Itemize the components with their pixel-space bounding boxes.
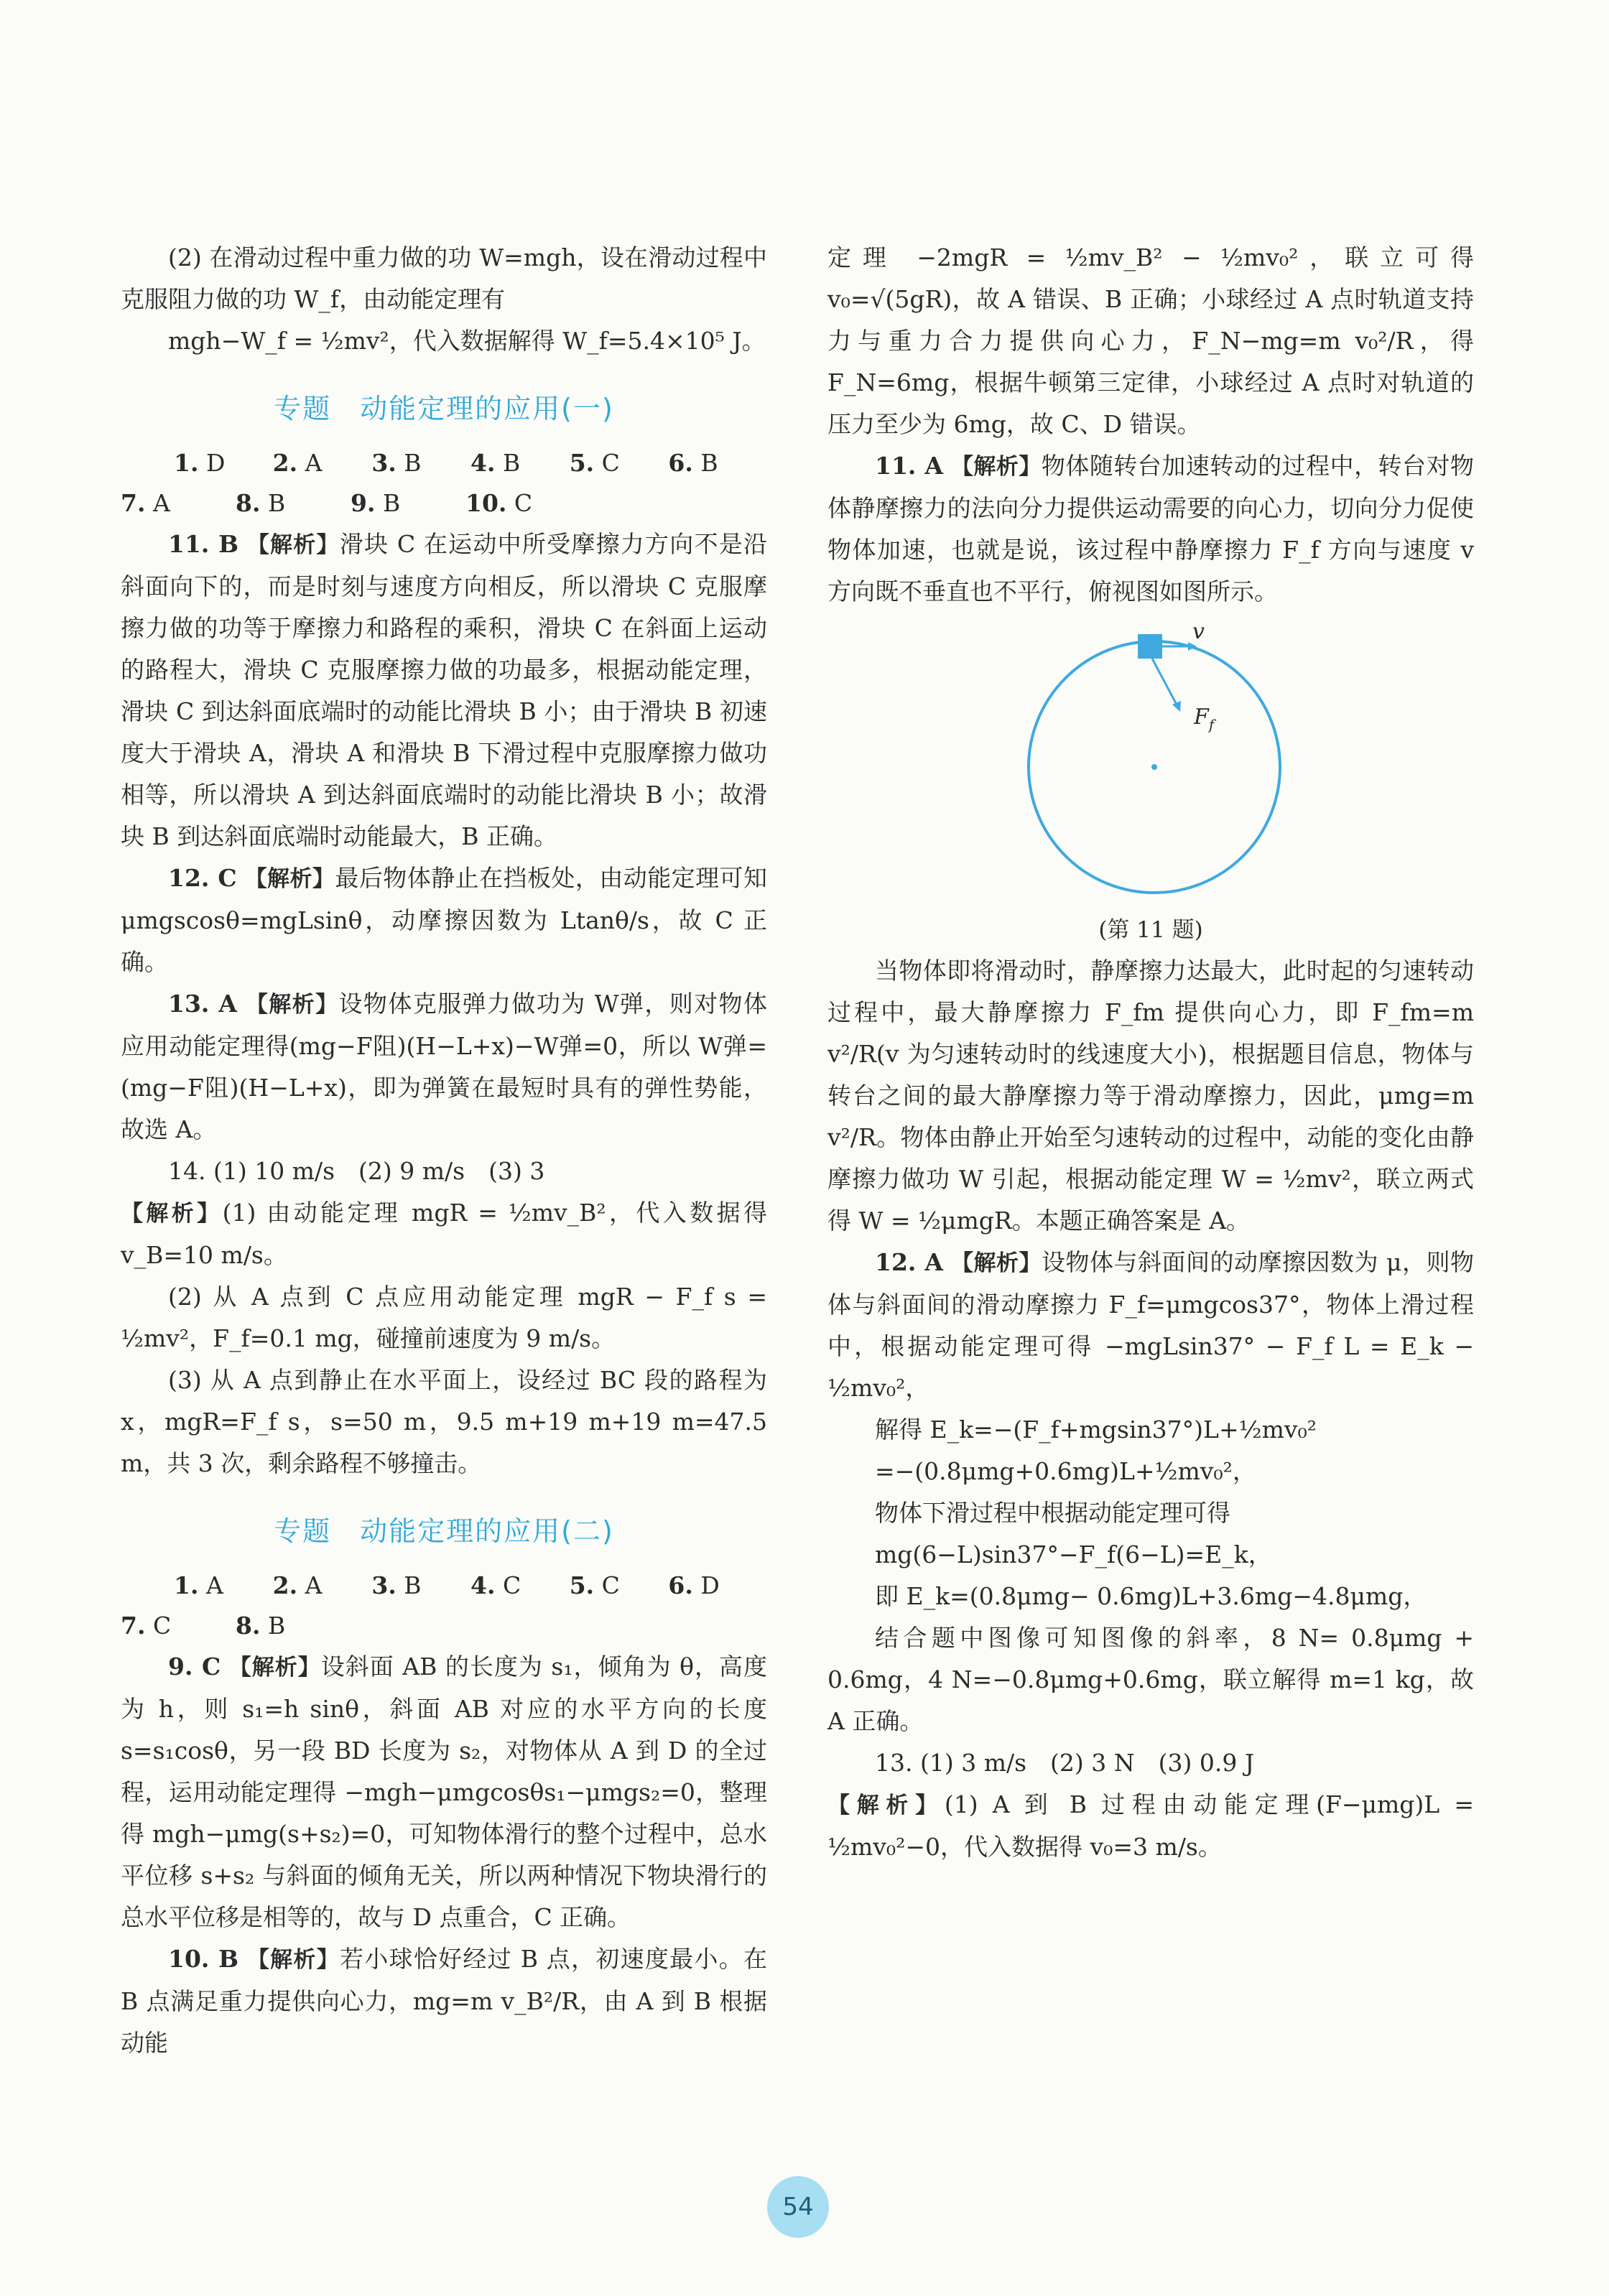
- analysis-tag: 【解析】: [951, 1250, 1042, 1276]
- equation-line: =−(0.8μmg+0.6mg)L+½mv₀²，: [875, 1457, 1256, 1485]
- answer-item: [174, 443, 273, 483]
- answer-number: 10.: [465, 489, 507, 517]
- answer-number: 1.: [174, 449, 199, 477]
- answer-item: [121, 483, 236, 524]
- solution-text: (1) A 到 B 过程由动能定理(F−μmg)L = ½mv₀²−0，代入数据得 v₀=3 m/s。: [827, 1790, 1475, 1861]
- analysis-tag: 【解析】: [121, 1201, 223, 1227]
- solution-12: [827, 1242, 1474, 1409]
- solution-text: 最后物体静止在挡板处，由动能定理可知 μmgscosθ=mgLsinθ，动摩擦因数为 Ltanθ/s，故 C 正确。: [121, 864, 768, 976]
- section-heading: 专题 动能定理的应用(一): [274, 393, 614, 424]
- solution-text: 设物体与斜面间的动摩擦因数为 μ，则物体与斜面间的滑动摩擦力 F_f=μmgcos37°，物体上滑过程中，根据动能定理可得 −mgLsin37° − F_f L = E_k − ½mv₀²，: [827, 1248, 1475, 1402]
- answer-row: [121, 483, 767, 524]
- answer-number: 2.: [272, 1571, 298, 1599]
- solution-text: (1) 由动能定理 mgR = ½mv_B²，代入数据得 v_B=10 m/s。: [121, 1199, 767, 1269]
- answer-number: 9.: [351, 489, 376, 517]
- answer-letter: D: [700, 1571, 720, 1599]
- answer-letter: B: [267, 489, 286, 517]
- analysis-tag: 【解析】: [228, 1655, 321, 1681]
- solution-12: [121, 857, 767, 983]
- answer-13: 13. (1) 3 m/s (2) 3 N (3) 0.9 J: [875, 1749, 1255, 1777]
- friction-label-sub: f: [1208, 716, 1215, 733]
- answer-letter: B: [382, 489, 401, 517]
- answer-key: [121, 1566, 767, 1646]
- answer-letter: A: [305, 1571, 323, 1599]
- answer-letter: C: [502, 1571, 521, 1599]
- answer-number: 3.: [371, 1571, 397, 1599]
- question-number: 9. C: [168, 1653, 221, 1681]
- question-number: 10. B: [168, 1945, 239, 1973]
- question-number: 11. A: [875, 452, 943, 480]
- paragraph: 定理 −2mgR = ½mv_B² − ½mv₀²，联立可得 v₀=√(5gR)，故 A 错误、B 正确；小球经过 A 点时轨道支持力与重力合力提供向心力，F_N−mg=m v₀²/R，得 F_N=6mg，根据牛顿第三定律，小球经过 A 点时对轨道的压力至少为 6mg，故 C、D 错误。: [827, 243, 1474, 438]
- solution-9: [121, 1646, 767, 1938]
- answer-number: 8.: [236, 1612, 261, 1640]
- answer-item: [570, 443, 669, 483]
- solution-10: [121, 1938, 767, 2064]
- velocity-label: v: [1192, 620, 1205, 644]
- solution-13: [827, 1784, 1474, 1868]
- answer-item: [273, 1566, 372, 1606]
- answer-14: 14. (1) 10 m/s (2) 9 m/s (3) 3: [168, 1157, 545, 1185]
- turntable-figure: [827, 620, 1474, 950]
- answer-letter: C: [152, 1612, 172, 1640]
- turntable-diagram: [827, 620, 1474, 907]
- answer-number: 2.: [272, 449, 298, 477]
- answer-item: [668, 443, 767, 483]
- analysis-tag: 【解析】: [244, 866, 335, 892]
- solution-text: 滑块 C 在运动中所受摩擦力方向不是沿斜面向下的，而是时刻与速度方向相反，所以滑块 C 克服摩擦力做的功等于摩擦力和路程的乘积，滑块 C 在斜面上运动的路程大，滑块 C 克服摩擦力做的功最多，根据动能定理，滑块 C 到达斜面底端时的动能比滑块 B 小；由于滑块 B 初速度大于滑块 A，滑块 A 和滑块 B 下滑过程中克服摩擦力做功相等，所以滑块 A 到达斜面底端时的动能比滑块 B 小；故滑块 B 到达斜面底端时动能最大，B 正确。: [121, 530, 767, 850]
- friction-arrow: [1152, 659, 1177, 705]
- solution-11-continued: 当物体即将滑动时，静摩擦力达最大，此时起的匀速转动过程中，最大静摩擦力 F_fm 提供向心力，即 F_fm=m v²/R(v 为匀速转动时的线速度大小)，根据题目信息，物体与转台之间的最大静摩擦力等于滑动摩擦力，因此，μmg=m v²/R。物体由静止开始至匀速转动的过程中，动能的变化由静摩擦力做功 W 引起，根据动能定理 W = ½mv²，联立两式得 W = ½μmgR。本题正确答案是 A。: [827, 957, 1474, 1235]
- answer-letter: C: [514, 489, 533, 517]
- answer-item: [174, 1566, 273, 1606]
- solution-11: [121, 524, 767, 857]
- paragraph: (2) 在滑动过程中重力做的功 W=mgh，设在滑动过程中克服阻力做的功 W_f，由动能定理有: [121, 243, 767, 313]
- equation-line: 即 E_k=(0.8μmg− 0.6mg)L+3.6mg−4.8μmg，: [875, 1582, 1427, 1610]
- answer-number: 6.: [668, 1571, 693, 1599]
- answer-item: [236, 1606, 351, 1646]
- paragraph: 结合题中图像可知图像的斜率，8 N= 0.8μmg + 0.6mg，4 N=−0.8μmg+0.6mg，联立解得 m=1 kg，故 A 正确。: [827, 1624, 1474, 1735]
- answer-number: 8.: [236, 489, 261, 517]
- answer-row: [121, 1566, 767, 1606]
- answer-row: [121, 443, 767, 483]
- answer-key: [121, 443, 767, 524]
- answer-letter: C: [601, 1571, 620, 1599]
- answer-item: [351, 483, 465, 524]
- left-column: [121, 237, 767, 2064]
- solution-14b: (2) 从 A 点到 C 点应用动能定理 mgR − F_f s = ½mv²，F_f=0.1 mg，碰撞前速度为 9 m/s。: [121, 1283, 767, 1352]
- friction-label: [1193, 705, 1217, 733]
- answer-number: 7.: [121, 1612, 146, 1640]
- question-number: 12. A: [875, 1248, 944, 1276]
- answer-item: [273, 443, 372, 483]
- figure-caption: (第 11 题): [1098, 917, 1203, 943]
- answer-letter: A: [152, 489, 170, 517]
- answer-row: [121, 1606, 767, 1646]
- right-column: [827, 237, 1474, 1868]
- answer-number: 3.: [371, 449, 397, 477]
- paragraph: 物体下滑过程中根据动能定理可得: [875, 1499, 1230, 1527]
- answer-letter: B: [404, 1571, 422, 1599]
- solution-11: [827, 445, 1474, 613]
- answer-letter: B: [502, 449, 521, 477]
- page-number: 54: [767, 2176, 829, 2238]
- answer-letter: D: [205, 449, 226, 477]
- answer-item: [371, 1566, 470, 1606]
- analysis-tag: 【解析】: [246, 532, 340, 558]
- solution-14c: (3) 从 A 点到静止在水平面上，设经过 BC 段的路程为 x，mgR=F_f s，s=50 m，9.5 m+19 m+19 m=47.5 m，共 3 次，剩余路程不够撞击。: [121, 1366, 767, 1477]
- answer-number: 4.: [470, 1571, 496, 1599]
- answer-number: 1.: [174, 1571, 199, 1599]
- equation-line: mg(6−L)sin37°−F_f(6−L)=E_k，: [875, 1540, 1272, 1568]
- block: [1138, 634, 1162, 659]
- solution-text: 若小球恰好经过 B 点，初速度最小。在 B 点满足重力提供向心力，mg=m v_B²/R，由 A 到 B 根据动能: [121, 1945, 767, 2057]
- equation-line: mgh−W_f = ½mv²，代入数据解得 W_f=5.4×10⁵ J。: [168, 327, 766, 355]
- solution-13: [121, 983, 767, 1151]
- answer-letter: A: [205, 1571, 223, 1599]
- answer-number: 7.: [121, 489, 146, 517]
- answer-number: 6.: [668, 449, 693, 477]
- analysis-tag: 【解析】: [827, 1793, 945, 1818]
- answer-letter: B: [267, 1612, 286, 1640]
- solution-text: 设物体克服弹力做功为 W弹，则对物体应用动能定理得(mg−F阻)(H−L+x)−W弹=0，所以 W弹=(mg−F阻)(H−L+x)，即为弹簧在最短时具有的弹性势能，故选 A。: [121, 990, 767, 1143]
- answer-item: [236, 483, 351, 524]
- equation-line: 解得 E_k=−(F_f+mgsin37°)L+½mv₀²: [875, 1416, 1317, 1444]
- question-number: 11. B: [168, 530, 239, 558]
- friction-label-main: F: [1194, 705, 1209, 730]
- answer-item: [470, 1566, 570, 1606]
- solution-text: 物体随转台加速转动的过程中，转台对物体静摩擦力的法向分力提供运动需要的向心力，切向分力促使物体加速，也就是说，该过程中静摩擦力 F_f 方向与速度 v 方向既不垂直也不平行，俯视图如图所示。: [827, 452, 1474, 605]
- answer-item: [121, 1606, 236, 1646]
- answer-number: 5.: [569, 1571, 595, 1599]
- answer-letter: A: [305, 449, 323, 477]
- answer-item: [470, 443, 570, 483]
- answer-number: 4.: [470, 449, 496, 477]
- answer-item: [371, 443, 470, 483]
- center-dot: [1151, 764, 1157, 770]
- answer-number: 5.: [569, 449, 595, 477]
- answer-item: [668, 1566, 767, 1606]
- question-number: 13. A: [168, 990, 237, 1018]
- answer-letter: B: [700, 449, 718, 477]
- question-number: 12. C: [168, 864, 237, 892]
- analysis-tag: 【解析】: [245, 992, 339, 1018]
- solution-14a: [121, 1192, 767, 1276]
- solution-text: 设斜面 AB 的长度为 s₁，倾角为 θ，高度为 h，则 s₁=h sinθ，斜面 AB 对应的水平方向的长度 s=s₁cosθ，另一段 BD 长度为 s₂，对物体从 A 到 D 的全过程，运用动能定理得 −mgh−μmgcosθs₁−μmgs₂=0，整理得 mgh−μmg(s+s₂)=0，可知物体滑行的整个过程中，总水平位移 s+s₂ 与斜面的倾角无关，所以两种情况下物块滑行的总水平位移是相等的，故与 D 点重合，C 正确。: [121, 1653, 767, 1931]
- answer-letter: C: [601, 449, 620, 477]
- answer-item: [465, 483, 580, 524]
- analysis-tag: 【解析】: [246, 1947, 340, 1973]
- analysis-tag: 【解析】: [950, 454, 1042, 480]
- answer-letter: B: [404, 449, 422, 477]
- section-heading: 专题 动能定理的应用(二): [274, 1515, 614, 1547]
- answer-item: [570, 1566, 669, 1606]
